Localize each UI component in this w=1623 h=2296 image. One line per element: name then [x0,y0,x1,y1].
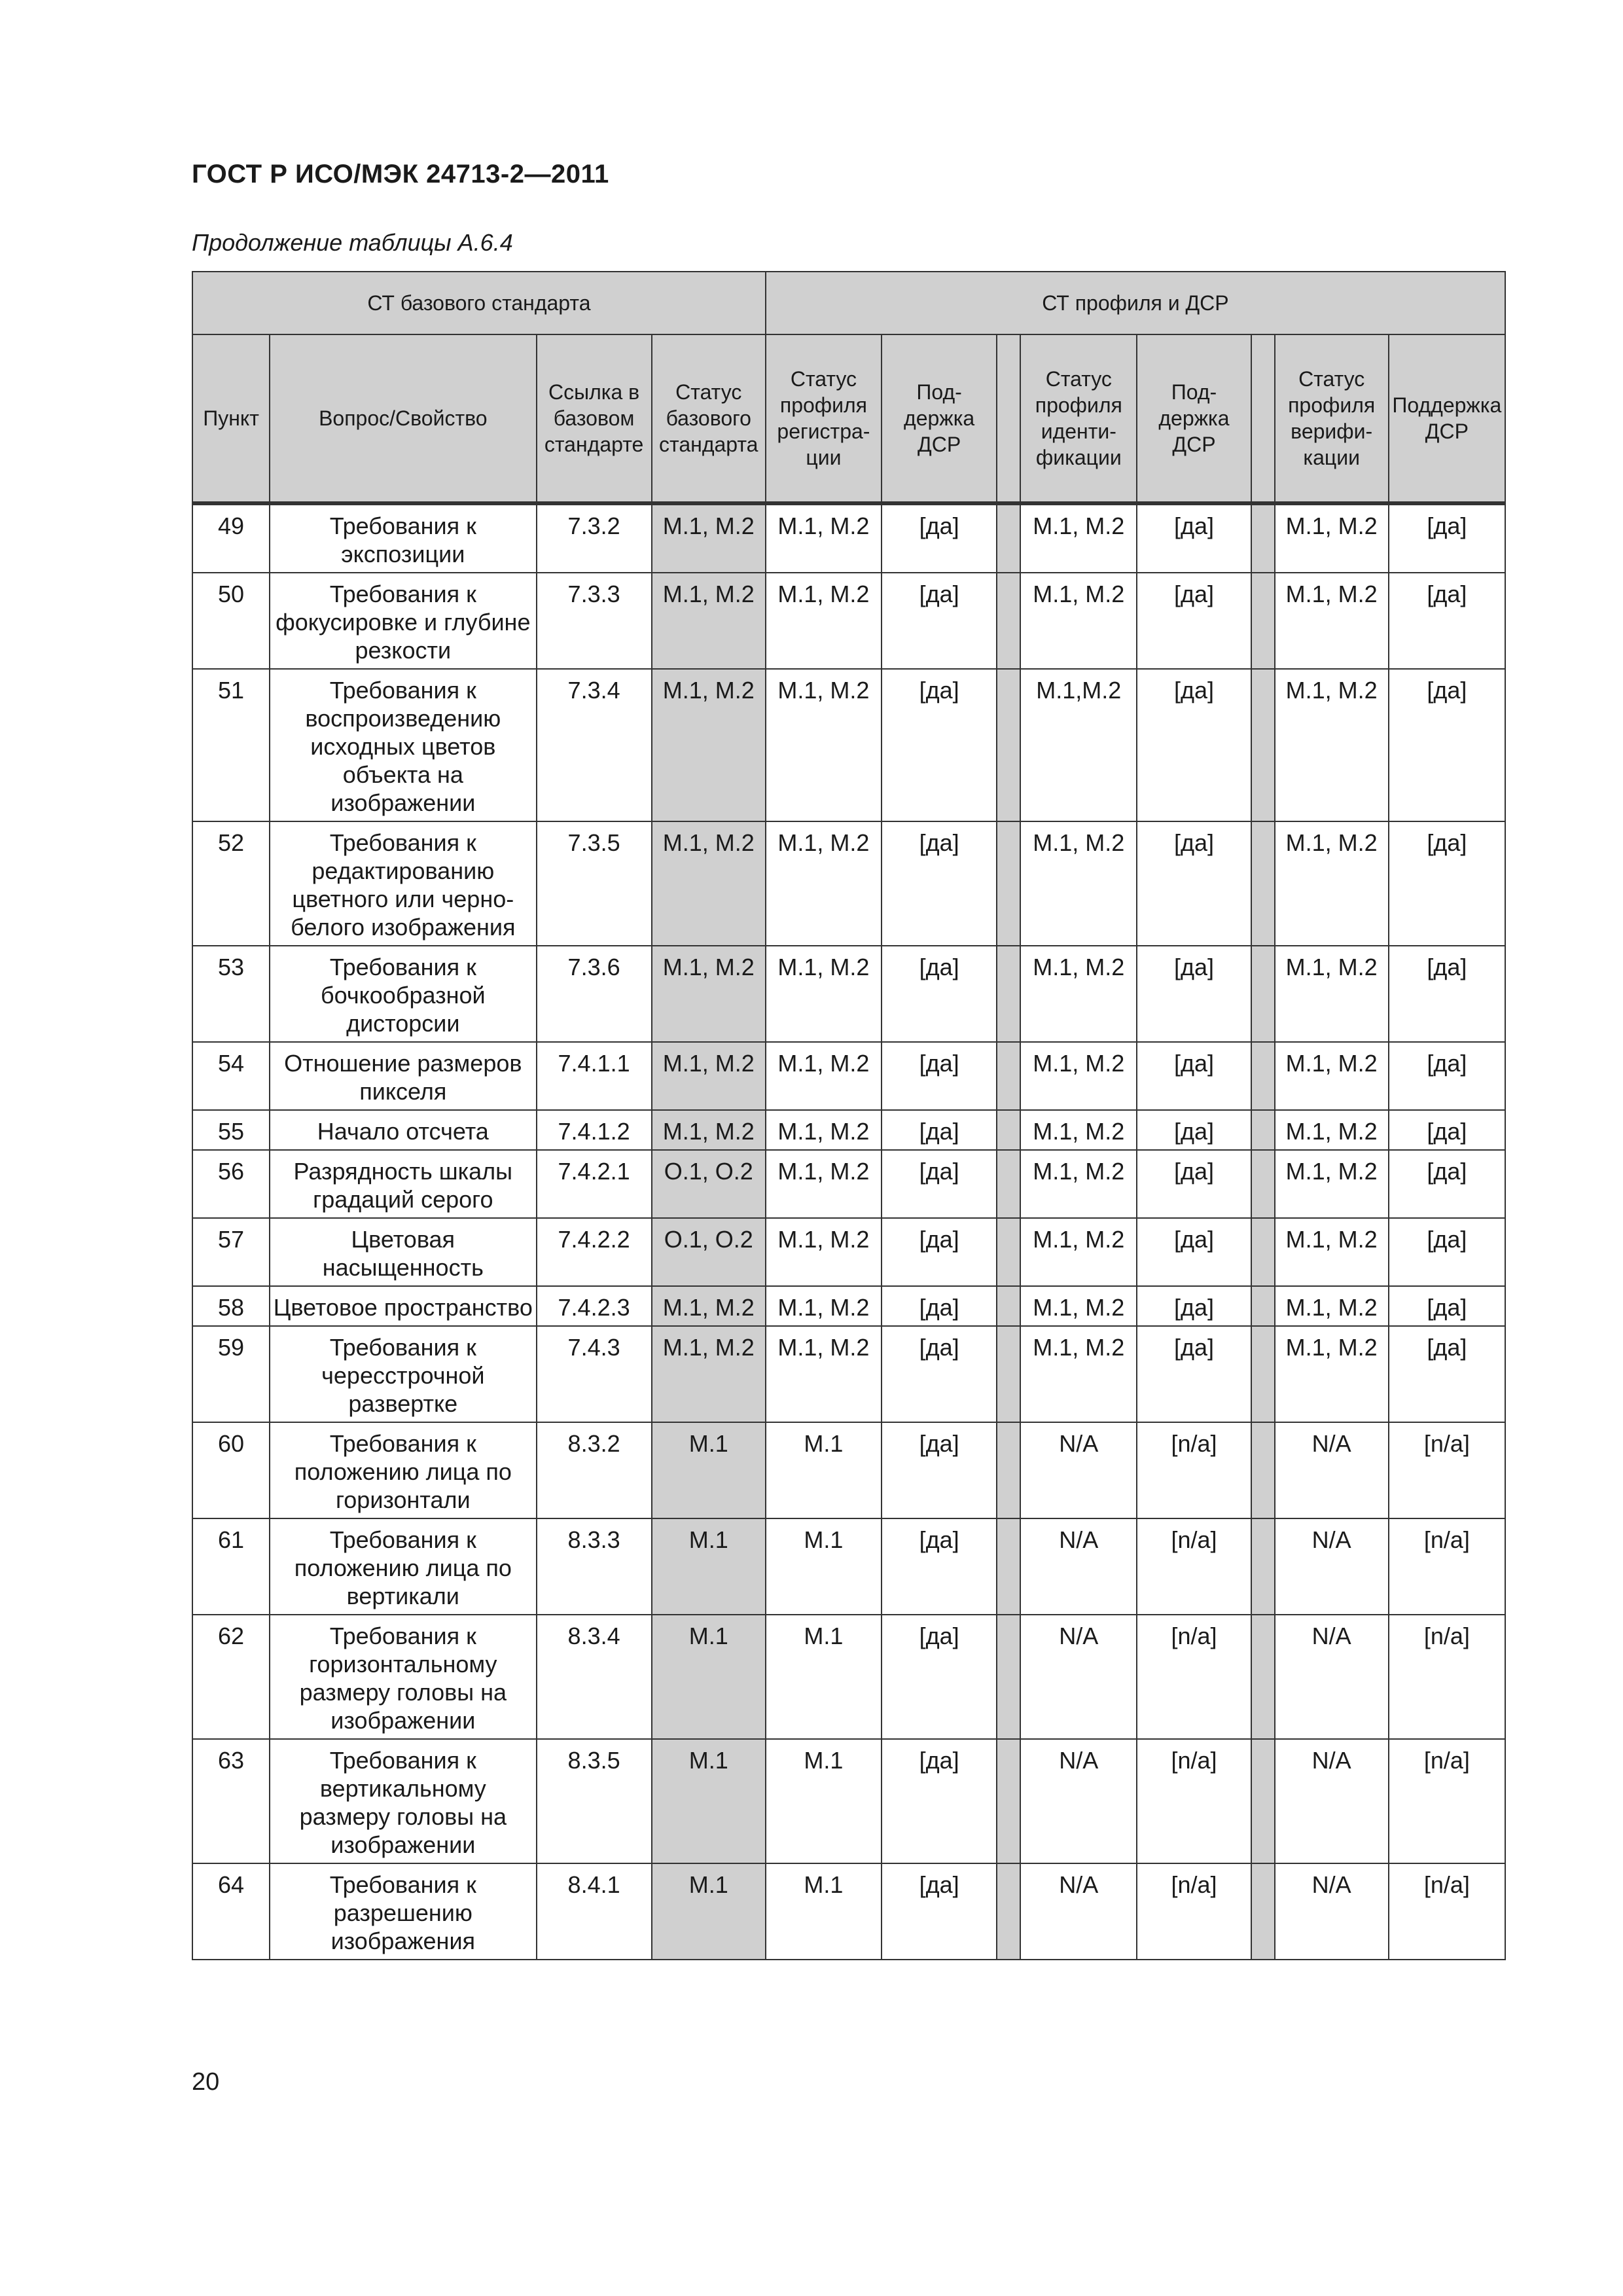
cell-item: 63 [192,1739,270,1863]
table-row [192,1286,1505,1326]
cell-verification-support: [да] [1389,1218,1505,1286]
cell-registration-status: М.1, М.2 [766,1326,882,1422]
column-separator [997,1326,1020,1422]
column-separator [1251,1326,1275,1422]
cell-identification-status: М.1, М.2 [1020,503,1137,573]
cell-question: Разрядность шкалы градаций серого [270,1150,536,1218]
cell-base-reference: 7.4.1.1 [537,1042,652,1110]
column-header-identification-status: Статус профиля идентификации [1020,334,1137,503]
cell-identification-status: М.1, М.2 [1020,821,1137,946]
column-separator [1251,1739,1275,1863]
cell-base-reference: 7.4.1.2 [537,1110,652,1150]
cell-identification-support: [да] [1137,573,1251,669]
table-row [192,1326,1505,1422]
cell-verification-status: N/A [1275,1739,1389,1863]
cell-registration-status: М.1 [766,1518,882,1615]
cell-verification-support: [n/a] [1389,1863,1505,1960]
cell-identification-status: N/A [1020,1739,1137,1863]
table-row [192,573,1505,669]
cell-base-status: М.1, М.2 [652,669,766,821]
cell-base-status: М.1, М.2 [652,573,766,669]
cell-verification-support: [да] [1389,1326,1505,1422]
cell-verification-status: М.1, М.2 [1275,1326,1389,1422]
cell-registration-status: М.1, М.2 [766,669,882,821]
column-separator [997,573,1020,669]
cell-question: Требования к фокусировке и глубине резкости [270,573,536,669]
cell-identification-support: [n/a] [1137,1518,1251,1615]
table-continuation-caption: Продолжение таблицы А.6.4 [192,229,513,256]
cell-base-reference: 7.3.2 [537,503,652,573]
cell-base-status: М.1 [652,1422,766,1518]
cell-verification-status: М.1, М.2 [1275,946,1389,1042]
cell-registration-status: М.1, М.2 [766,503,882,573]
table-row [192,1739,1505,1863]
cell-identification-support: [n/a] [1137,1739,1251,1863]
cell-item: 57 [192,1218,270,1286]
cell-base-reference: 7.3.5 [537,821,652,946]
cell-registration-support: [да] [882,1863,997,1960]
cell-question: Требования к вертикальному размеру головы на изображении [270,1739,536,1863]
cell-verification-support: [n/a] [1389,1422,1505,1518]
column-separator [1251,1422,1275,1518]
cell-item: 58 [192,1286,270,1326]
cell-registration-status: М.1, М.2 [766,946,882,1042]
column-separator [1251,946,1275,1042]
cell-identification-status: М.1, М.2 [1020,1326,1137,1422]
cell-base-reference: 8.3.5 [537,1739,652,1863]
cell-base-status: М.1, М.2 [652,503,766,573]
cell-item: 51 [192,669,270,821]
cell-base-status: М.1, М.2 [652,1042,766,1110]
cell-registration-support: [да] [882,821,997,946]
cell-item: 56 [192,1150,270,1218]
cell-registration-status: М.1, М.2 [766,1286,882,1326]
cell-identification-status: М.1, М.2 [1020,1150,1137,1218]
column-header-registration-support: Поддержка ДСР [882,334,997,503]
cell-identification-status: М.1, М.2 [1020,573,1137,669]
cell-verification-status: М.1, М.2 [1275,573,1389,669]
column-separator [1251,1286,1275,1326]
cell-registration-support: [да] [882,1326,997,1422]
cell-identification-support: [да] [1137,669,1251,821]
cell-base-status: М.1 [652,1518,766,1615]
column-separator [997,1739,1020,1863]
cell-item: 49 [192,503,270,573]
column-separator [1251,1218,1275,1286]
column-header-verification-support: Поддержка ДСР [1389,334,1505,503]
column-separator [997,1150,1020,1218]
cell-verification-status: М.1, М.2 [1275,1150,1389,1218]
cell-verification-status: М.1, М.2 [1275,1286,1389,1326]
cell-question: Цветовое пространство [270,1286,536,1326]
table-row [192,1110,1505,1150]
column-header-registration-status: Статус профиля регистрации [766,334,882,503]
cell-registration-support: [да] [882,1218,997,1286]
cell-base-status: О.1, О.2 [652,1150,766,1218]
cell-registration-status: М.1, М.2 [766,573,882,669]
cell-question: Требования к положению лица по горизонтали [270,1422,536,1518]
cell-item: 55 [192,1110,270,1150]
cell-base-reference: 8.3.3 [537,1518,652,1615]
column-separator [997,1042,1020,1110]
cell-identification-status: М.1, М.2 [1020,1286,1137,1326]
column-separator [1251,1150,1275,1218]
cell-base-reference: 7.4.3 [537,1326,652,1422]
cell-identification-status: N/A [1020,1422,1137,1518]
cell-question: Требования к воспроизведению исходных цветов объекта на изображении [270,669,536,821]
cell-identification-status: М.1, М.2 [1020,1110,1137,1150]
column-separator [997,1863,1020,1960]
cell-base-status: М.1, М.2 [652,1326,766,1422]
cell-base-reference: 7.4.2.2 [537,1218,652,1286]
cell-registration-support: [да] [882,1739,997,1863]
column-header-item: Пункт [192,334,270,503]
column-separator [997,1422,1020,1518]
table-row [192,1518,1505,1615]
table-body [192,503,1505,1960]
cell-question: Требования к положению лица по вертикали [270,1518,536,1615]
cell-base-status: О.1, О.2 [652,1218,766,1286]
cell-registration-support: [да] [882,1150,997,1218]
cell-registration-support: [да] [882,669,997,821]
column-separator [1251,503,1275,573]
cell-base-reference: 8.3.2 [537,1422,652,1518]
cell-registration-status: М.1, М.2 [766,1110,882,1150]
cell-question: Отношение размеров пикселя [270,1042,536,1110]
cell-item: 60 [192,1422,270,1518]
cell-identification-support: [да] [1137,1286,1251,1326]
table-row [192,1150,1505,1218]
cell-verification-status: М.1, М.2 [1275,1042,1389,1110]
cell-question: Требования к разрешению изображения [270,1863,536,1960]
column-separator [1251,669,1275,821]
column-separator [1251,1110,1275,1150]
table-row [192,1218,1505,1286]
cell-identification-status: М.1, М.2 [1020,946,1137,1042]
cell-base-reference: 7.3.6 [537,946,652,1042]
cell-verification-support: [да] [1389,1042,1505,1110]
cell-base-reference: 7.4.2.3 [537,1286,652,1326]
cell-identification-support: [да] [1137,1110,1251,1150]
cell-verification-status: М.1, М.2 [1275,1218,1389,1286]
cell-verification-status: N/A [1275,1863,1389,1960]
column-separator [997,1518,1020,1615]
cell-identification-support: [n/a] [1137,1863,1251,1960]
page-number: 20 [192,2068,220,2096]
cell-registration-status: М.1 [766,1422,882,1518]
cell-verification-support: [да] [1389,669,1505,821]
cell-registration-status: М.1 [766,1615,882,1739]
cell-base-reference: 8.4.1 [537,1863,652,1960]
table-row [192,946,1505,1042]
cell-registration-status: М.1, М.2 [766,1218,882,1286]
cell-item: 50 [192,573,270,669]
column-separator [1251,573,1275,669]
cell-verification-status: М.1, М.2 [1275,821,1389,946]
cell-identification-support: [да] [1137,821,1251,946]
column-separator [1251,334,1275,503]
cell-base-status: М.1, М.2 [652,1286,766,1326]
cell-verification-status: N/A [1275,1615,1389,1739]
cell-identification-status: М.1, М.2 [1020,1218,1137,1286]
group-header-base-standard: СТ базового стандарта [192,272,766,334]
cell-registration-support: [да] [882,1615,997,1739]
column-separator [1251,1518,1275,1615]
table-row [192,669,1505,821]
column-separator [997,1110,1020,1150]
cell-identification-support: [да] [1137,1150,1251,1218]
column-separator [997,334,1020,503]
cell-base-reference: 7.3.4 [537,669,652,821]
cell-identification-status: М.1, М.2 [1020,1042,1137,1110]
cell-item: 54 [192,1042,270,1110]
cell-base-status: М.1 [652,1739,766,1863]
cell-item: 53 [192,946,270,1042]
table-row [192,1615,1505,1739]
table-row [192,1042,1505,1110]
table-row [192,1422,1505,1518]
cell-question: Цветовая насыщенность [270,1218,536,1286]
cell-registration-support: [да] [882,573,997,669]
cell-base-status: М.1, М.2 [652,1110,766,1150]
cell-registration-status: М.1 [766,1739,882,1863]
cell-identification-status: N/A [1020,1863,1137,1960]
cell-identification-status: N/A [1020,1518,1137,1615]
cell-registration-support: [да] [882,946,997,1042]
cell-question: Требования к экспозиции [270,503,536,573]
column-separator [997,1615,1020,1739]
column-header-question: Вопрос/Свойство [270,334,536,503]
column-separator [1251,821,1275,946]
cell-item: 52 [192,821,270,946]
cell-registration-support: [да] [882,1518,997,1615]
cell-identification-status: М.1,М.2 [1020,669,1137,821]
group-header-profile: СТ профиля и ДСР [766,272,1505,334]
cell-question: Требования к горизонтальному размеру головы на изображении [270,1615,536,1739]
cell-identification-support: [n/a] [1137,1422,1251,1518]
column-separator [997,946,1020,1042]
cell-base-status: М.1, М.2 [652,946,766,1042]
cell-registration-status: М.1, М.2 [766,1150,882,1218]
cell-verification-support: [да] [1389,1150,1505,1218]
cell-identification-support: [да] [1137,1042,1251,1110]
cell-verification-status: М.1, М.2 [1275,503,1389,573]
column-separator [1251,1042,1275,1110]
cell-verification-support: [да] [1389,1110,1505,1150]
cell-verification-support: [да] [1389,503,1505,573]
cell-verification-support: [n/a] [1389,1518,1505,1615]
cell-verification-support: [да] [1389,821,1505,946]
cell-identification-support: [да] [1137,503,1251,573]
cell-registration-support: [да] [882,503,997,573]
cell-question: Начало отсчета [270,1110,536,1150]
cell-identification-support: [n/a] [1137,1615,1251,1739]
cell-verification-status: М.1, М.2 [1275,669,1389,821]
cell-registration-status: М.1, М.2 [766,821,882,946]
cell-question: Требования к бочкообразной дисторсии [270,946,536,1042]
column-separator [1251,1615,1275,1739]
cell-identification-support: [да] [1137,1218,1251,1286]
table-row [192,1863,1505,1960]
cell-registration-support: [да] [882,1286,997,1326]
cell-base-reference: 7.3.3 [537,573,652,669]
column-separator [997,1286,1020,1326]
document-title: ГОСТ Р ИСО/МЭК 24713-2—2011 [192,160,609,188]
cell-base-status: М.1 [652,1615,766,1739]
column-separator [997,503,1020,573]
cell-question: Требования к чересстрочной развертке [270,1326,536,1422]
cell-verification-support: [да] [1389,946,1505,1042]
cell-base-reference: 7.4.2.1 [537,1150,652,1218]
cell-item: 62 [192,1615,270,1739]
cell-verification-status: М.1, М.2 [1275,1110,1389,1150]
cell-identification-support: [да] [1137,946,1251,1042]
cell-item: 59 [192,1326,270,1422]
cell-item: 61 [192,1518,270,1615]
cell-registration-support: [да] [882,1042,997,1110]
cell-base-status: М.1, М.2 [652,821,766,946]
table-row [192,821,1505,946]
cell-registration-support: [да] [882,1422,997,1518]
cell-verification-status: N/A [1275,1422,1389,1518]
column-header-base-status: Статус базового стандарта [652,334,766,503]
cell-registration-status: М.1 [766,1863,882,1960]
cell-item: 64 [192,1863,270,1960]
cell-verification-support: [n/a] [1389,1739,1505,1863]
column-header-base-reference: Ссылка в базовом стандарте [537,334,652,503]
cell-identification-status: N/A [1020,1615,1137,1739]
cell-identification-support: [да] [1137,1326,1251,1422]
column-header-identification-support: Поддержка ДСР [1137,334,1251,503]
cell-base-reference: 8.3.4 [537,1615,652,1739]
table-row [192,503,1505,573]
cell-registration-support: [да] [882,1110,997,1150]
column-header-verification-status: Статус профиля верификации [1275,334,1389,503]
cell-verification-support: [да] [1389,1286,1505,1326]
column-separator [997,669,1020,821]
cell-base-status: М.1 [652,1863,766,1960]
cell-verification-support: [n/a] [1389,1615,1505,1739]
cell-question: Требования к редактированию цветного или черно-белого изображения [270,821,536,946]
cell-registration-status: М.1, М.2 [766,1042,882,1110]
column-separator [997,1218,1020,1286]
cell-verification-status: N/A [1275,1518,1389,1615]
requirements-table [192,271,1506,1960]
column-separator [1251,1863,1275,1960]
cell-verification-support: [да] [1389,573,1505,669]
column-separator [997,821,1020,946]
